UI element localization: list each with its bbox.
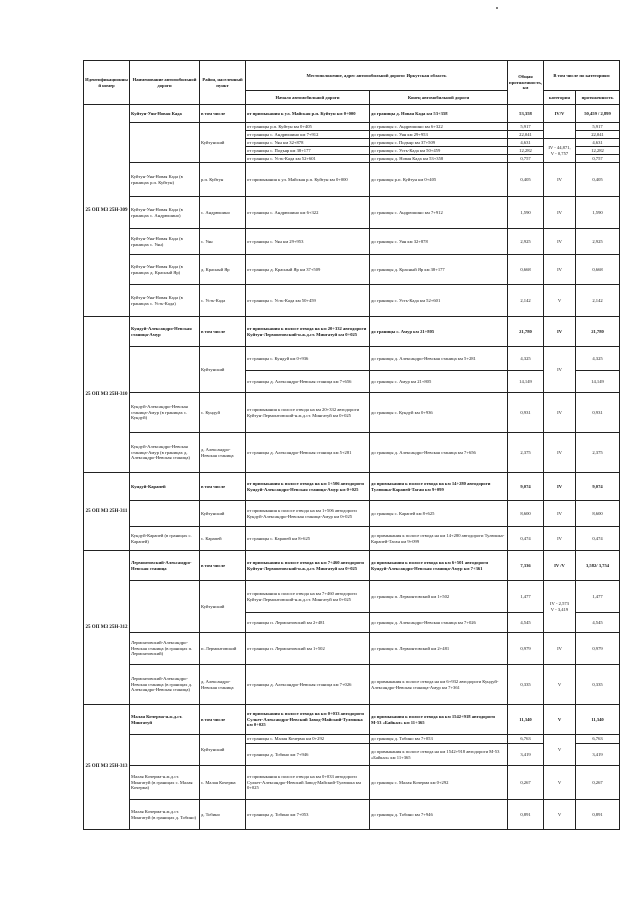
district-cell: с. Уян <box>200 229 246 255</box>
table-row <box>84 665 620 705</box>
category-length-cell: 4,545 <box>576 613 620 633</box>
district-cell: Куйтунский <box>200 501 246 527</box>
district-cell: п. Лермонтовский <box>200 633 246 665</box>
start-cell: от примыкания к ул. Майская р.п. Куйтун км 0+000 <box>246 163 370 197</box>
category-length-cell: 1,477 <box>576 581 620 613</box>
start-cell: от границы с. Уян км 29+953 <box>246 229 370 255</box>
start-cell: от примыкания к полосе отвода на км 0+033 автодороги Сулкет-Александро-Невский Завод-Майский-Тулюшка км 0+025 <box>246 705 370 735</box>
end-cell: до границы п. Лермонтовский км 2+481 <box>370 633 508 665</box>
end-cell: до границы с. Усть-Када км 50+459 <box>370 147 508 155</box>
district-cell: д. Александро-Невская станица <box>200 433 246 473</box>
road-name-cell: Лермонтовский-Александро-Невская станица (в границах п. Лермонтовский) <box>130 633 200 665</box>
category-length-cell: 12,282 <box>576 147 620 155</box>
table-row <box>84 285 620 317</box>
road-name-cell <box>130 123 200 163</box>
road-name-cell: Кундуй-Карапей (в границах с. Карапей) <box>130 527 200 551</box>
road-name-cell: Куйтун-Уян-Новая Када (в границах с. Уян) <box>130 229 200 255</box>
header-in-categories: В том числе по категориям <box>544 61 620 91</box>
district-cell: д. Красный Яр <box>200 255 246 285</box>
category-length-cell: 3,419 <box>576 744 620 766</box>
length-cell: 0,405 <box>508 163 544 197</box>
end-cell: до границы д. Александро-Невская станица км 7+656 <box>370 433 508 473</box>
category-length-cell: 14,149 <box>576 371 620 393</box>
length-cell: 3,419 <box>508 744 544 766</box>
table-row <box>84 581 620 613</box>
end-cell: до границы с. Карапей км 8+625 <box>370 501 508 527</box>
end-cell: до границы д. Тобино км 7+053 <box>370 735 508 744</box>
length-cell: 14,149 <box>508 371 544 393</box>
road-register-table-sheet <box>83 60 619 830</box>
end-cell: до примыкания к полосе отвода на км 6+932 автодороги Кундуй-Александро-Невская станица-Амур км 7+361 <box>370 665 508 705</box>
table-row <box>84 105 620 123</box>
length-cell: 2,375 <box>508 433 544 473</box>
category-length-cell: 0,891 <box>576 800 620 830</box>
category-cell <box>544 139 576 163</box>
category-length-cell: 0,335 <box>576 665 620 705</box>
category-cell: V <box>544 766 576 800</box>
road-name-cell: Куйтун-Уян-Новая Када <box>130 105 200 123</box>
district-cell: с. Карапей <box>200 527 246 551</box>
end-cell: до границы с. Кундуй км 0+936 <box>370 393 508 433</box>
district-cell: в том числе <box>200 551 246 581</box>
table-row <box>84 347 620 371</box>
table-row <box>84 393 620 433</box>
district-cell: в том числе <box>200 317 246 347</box>
category-length-cell: 0,931 <box>576 393 620 433</box>
road-id-cell: 25 ОП МЗ 25Н-313 <box>84 705 130 830</box>
length-cell: 0,979 <box>508 633 544 665</box>
header-location: Местоположение, адрес автомобильной дороги: Иркутская область <box>246 61 508 91</box>
length-cell: 53,358 <box>508 105 544 123</box>
road-id-cell: 25 ОП МЗ 25Н-309 <box>84 105 130 317</box>
length-cell: 0,668 <box>508 255 544 285</box>
header-end: Конец автомобильной дороги <box>370 91 508 105</box>
category-length-cell: 8,600 <box>576 501 620 527</box>
end-cell: до границы с. Малая Кочерма км 0+292 <box>370 766 508 800</box>
start-cell: от границы д. Александро-Невская станица км 7+026 <box>246 665 370 705</box>
road-register-table <box>83 60 620 830</box>
end-cell: до примыкания к полосе отвода на км 1542+918 автодороги М-53 «Байкал» км 11+365 <box>370 744 508 766</box>
start-cell: от границы п. Лермонтовский км 2+481 <box>246 613 370 633</box>
road-name-cell: Малая Кочерма-н.ж.д.ст. Мингатуй <box>130 705 200 735</box>
table-row <box>84 197 620 229</box>
length-cell: 0,891 <box>508 800 544 830</box>
category-v-text: V - 3,419 <box>550 606 569 612</box>
category-length-cell: 0,979 <box>576 633 620 665</box>
category-cell: IV <box>544 527 576 551</box>
road-name-cell: Куйтун-Уян-Новая Када (в границах д. Красный Яр) <box>130 255 200 285</box>
category-length-cell: 4,631 <box>576 139 620 147</box>
header-category: категория <box>544 91 576 105</box>
start-cell: от примыкания к ул. Майская р.п. Куйтун км 0+000 <box>246 105 370 123</box>
length-cell: 2,142 <box>508 285 544 317</box>
start-cell: от границы с. Андрюшино км 6+322 <box>246 197 370 229</box>
road-id-cell: 25 ОП МЗ 25Н-312 <box>84 551 130 705</box>
district-cell: Куйтунский <box>200 581 246 633</box>
road-name-cell: Кундуй-Александро-Невская станица-Амур (в границах д. Александро-Невская станица) <box>130 433 200 473</box>
road-name-cell: Лермонтовский-Александро-Невская станица <box>130 551 200 581</box>
district-cell: Куйтунский <box>200 347 246 393</box>
table-body <box>84 105 620 830</box>
start-cell: от примыкания к полосе отвода на км 20+332 автодороги Куйтун-Лермонтовский-н.ж.д.ст. Мингатуй км 0+025 <box>246 393 370 433</box>
category-length-cell: 5,917 <box>576 123 620 131</box>
road-id-cell: 25 ОП МЗ 25Н-310 <box>84 317 130 473</box>
table-row <box>84 527 620 551</box>
category-cell: IV <box>544 433 576 473</box>
category-cell: IV <box>544 255 576 285</box>
category-cell <box>544 581 576 633</box>
category-cell: V <box>544 705 576 735</box>
category-length-cell: 0,267 <box>576 766 620 800</box>
district-cell: д. Тобино <box>200 800 246 830</box>
category-cell: IV <box>544 393 576 433</box>
district-cell: с. Усть-Када <box>200 285 246 317</box>
category-length-cell: 11,340 <box>576 705 620 735</box>
table-row <box>84 551 620 581</box>
category-iv-text: IV - 2,573 <box>550 601 569 607</box>
table-row <box>84 633 620 665</box>
table-row <box>84 317 620 347</box>
table-row <box>84 255 620 285</box>
district-cell: с. Андрюшино <box>200 197 246 229</box>
category-cell <box>544 123 576 139</box>
length-cell: 4,325 <box>508 347 544 371</box>
end-cell: до границы с. Уян км 32+878 <box>370 229 508 255</box>
length-cell: 1,590 <box>508 197 544 229</box>
end-cell: до границы с. Амур км 21+805 <box>370 371 508 393</box>
start-cell: от границы д. Александро-Невская станица км 5+281 <box>246 433 370 473</box>
road-name-cell: Куйтун-Уян-Новая Када (в границах р.п. Куйтун) <box>130 163 200 197</box>
road-name-cell <box>130 347 200 393</box>
district-cell: Куйтунский <box>200 735 246 766</box>
category-cell: IV <box>544 473 576 501</box>
end-cell: до границы с. Амур км 21+805 <box>370 317 508 347</box>
category-length-cell: 0,668 <box>576 255 620 285</box>
category-length-cell: 0,474 <box>576 527 620 551</box>
road-name-cell: Куйтун-Уян-Новая Када (в границах с. Усть-Када) <box>130 285 200 317</box>
length-cell: 0,931 <box>508 393 544 433</box>
end-cell: до границы с. Усть-Када км 52+601 <box>370 285 508 317</box>
start-cell: от границы с. Малая Кочерма км 0+292 <box>246 735 370 744</box>
start-cell: от примыкания к полосе отвода на км 0+033 автодороги Сулкет-Александро-Невский Завод-Майский-Тулюшка км 0+025 <box>246 766 370 800</box>
road-name-cell: Куйтун-Уян-Новая Када (в границах с. Андрюшино) <box>130 197 200 229</box>
district-cell: д. Александро-Невская станица <box>200 665 246 705</box>
length-cell: 2,925 <box>508 229 544 255</box>
category-cell: IV <box>544 501 576 527</box>
road-name-cell <box>130 735 200 766</box>
length-cell: 0,335 <box>508 665 544 705</box>
road-name-cell: Малая Кочерма-н.ж.д.ст. Мингатуй (в границах д. Тобино) <box>130 800 200 830</box>
category-cell: IV <box>544 347 576 393</box>
header-length: Общая протяженность, км <box>508 61 544 105</box>
start-cell: от границы с. Кундуй км 0+936 <box>246 347 370 371</box>
end-cell: до примыкания к полосе отвода на км 14+280 автодороги Тулюшка-Карапей-Таган км 9+099 <box>370 527 508 551</box>
start-cell: от границы р.п. Куйтун км 0+405 <box>246 123 370 131</box>
category-v-text: V - 0,757 <box>550 150 569 156</box>
district-cell: Куйтунский <box>200 123 246 163</box>
category-length-cell: 9,074 <box>576 473 620 501</box>
table-row <box>84 705 620 735</box>
end-cell: до границы д. Новая Када км 53+358 <box>370 155 508 163</box>
length-cell: 12,282 <box>508 147 544 155</box>
end-cell: до границы р.п. Куйтун км 0+405 <box>370 163 508 197</box>
end-cell: до границы д. Красный Яр км 38+177 <box>370 255 508 285</box>
category-length-cell: 0,405 <box>576 163 620 197</box>
length-cell: 0,474 <box>508 527 544 551</box>
road-name-cell: Лермонтовский-Александро-Невская станица (в границах д. Александро-Невская станица) <box>130 665 200 705</box>
start-cell: от примыкания к полосе отвода на км 1+506 автодороги Кундуй-Александро-Невская станица-Амур км 0+025 <box>246 501 370 527</box>
table-row <box>84 433 620 473</box>
category-length-cell: 3,582/ 3,754 <box>576 551 620 581</box>
district-cell: в том числе <box>200 105 246 123</box>
category-length-cell: 2,925 <box>576 229 620 255</box>
end-cell: до примыкания к полосе отвода на км 6+501 автодороги Кундуй-Александро-Невская станица-Амур км 7+361 <box>370 551 508 581</box>
end-cell: до границы д. Тобино км 7+946 <box>370 800 508 830</box>
header-category-length: протяженность <box>576 91 620 105</box>
district-cell: р.п. Куйтун <box>200 163 246 197</box>
end-cell: до границы с. Уян км 29+953 <box>370 131 508 139</box>
start-cell: от примыкания к полосе отвода на км 20+332 автодороги Куйтун-Лермонтовский-н.ж.д.ст. Мингатуй км 0+025 <box>246 317 370 347</box>
category-cell: IV <box>544 317 576 347</box>
length-cell: 9,074 <box>508 473 544 501</box>
category-length-cell: 2,142 <box>576 285 620 317</box>
scan-speck <box>496 7 498 9</box>
category-cell: IV <box>544 163 576 197</box>
table-row <box>84 501 620 527</box>
district-cell: в том числе <box>200 705 246 735</box>
district-cell: в том числе <box>200 473 246 501</box>
length-cell: 22,041 <box>508 131 544 139</box>
end-cell: до границы с. Андрюшино км 7+912 <box>370 197 508 229</box>
start-cell: от границы с. Андрюшино км 7+912 <box>246 131 370 139</box>
table-row <box>84 229 620 255</box>
district-cell: с. Кундуй <box>200 393 246 433</box>
start-cell: от границы с. Усть-Када км 52+601 <box>246 155 370 163</box>
end-cell: до границы с. Андрюшино км 6+322 <box>370 123 508 131</box>
start-cell: от границы п. Лермонтовский км 1+502 <box>246 633 370 665</box>
length-cell: 8,600 <box>508 501 544 527</box>
end-cell: до примыкания к полосе отвода на км 1542+918 автодороги М-53 «Байкал» км 11+365 <box>370 705 508 735</box>
table-row <box>84 473 620 501</box>
road-name-cell: Кундуй-Александро-Невская станица-Амур (в границах с. Кундуй) <box>130 393 200 433</box>
header-id: Идентификационный номер <box>84 61 130 105</box>
length-cell: 0,757 <box>508 155 544 163</box>
category-length-cell: 4,325 <box>576 347 620 371</box>
category-cell: IV <box>544 197 576 229</box>
category-length-cell: 21,780 <box>576 317 620 347</box>
end-cell: до границы с. Подъяр км 37+509 <box>370 139 508 147</box>
road-name-cell <box>130 501 200 527</box>
start-cell: от границы д. Красный Яр км 37+509 <box>246 255 370 285</box>
length-cell: 4,631 <box>508 139 544 147</box>
category-cell: IV <box>544 229 576 255</box>
length-cell: 0,267 <box>508 766 544 800</box>
length-cell: 4,545 <box>508 613 544 633</box>
district-cell: с. Малая Кочерма <box>200 766 246 800</box>
start-cell: от границы с. Подъяр км 38+177 <box>246 147 370 155</box>
category-length-cell: 50,459 / 2,899 <box>576 105 620 123</box>
road-id-cell: 25 ОП МЗ 25Н-311 <box>84 473 130 551</box>
category-cell: IV/V <box>544 105 576 123</box>
header-district: Район, населенный пункт <box>200 61 246 105</box>
road-name-cell: Кундуй-Александро-Невская станица-Амур <box>130 317 200 347</box>
end-cell: до границы п. Лермонтовский км 1+502 <box>370 581 508 613</box>
category-length-cell: 1,590 <box>576 197 620 229</box>
category-length-cell: 2,375 <box>576 433 620 473</box>
category-cell: IV /V <box>544 551 576 581</box>
length-cell: 6,763 <box>508 735 544 744</box>
category-cell: V <box>544 285 576 317</box>
start-cell: от границы с. Карапей км 8+625 <box>246 527 370 551</box>
category-length-cell: 6,763 <box>576 735 620 744</box>
table-row <box>84 735 620 744</box>
end-cell: до примыкания к полосе отвода на км 14+280 автодороги Тулюшка-Карапей-Таган км 9+099 <box>370 473 508 501</box>
start-cell: от границы д. Тобино км 7+053 <box>246 800 370 830</box>
road-name-cell: Кундуй-Карапей <box>130 473 200 501</box>
category-cell: V <box>544 735 576 766</box>
start-cell: от примыкания к полосе отвода на км 1+506 автодороги Кундуй-Александро-Невская станица-Амур км 0+025 <box>246 473 370 501</box>
start-cell: от границы с. Усть-Када км 50+459 <box>246 285 370 317</box>
length-cell: 7,336 <box>508 551 544 581</box>
end-cell: до границы д. Новая Када км 53+358 <box>370 105 508 123</box>
category-cell: IV <box>544 633 576 665</box>
category-cell: V <box>544 800 576 830</box>
end-cell: до границы д. Александро-Невская станица км 5+281 <box>370 347 508 371</box>
table-row <box>84 800 620 830</box>
start-cell: от границы с. Уян км 32+878 <box>246 139 370 147</box>
table-row <box>84 163 620 197</box>
start-cell: от границы д. Тобино км 7+946 <box>246 744 370 766</box>
length-cell: 5,917 <box>508 123 544 131</box>
category-length-cell: 22,041 <box>576 131 620 139</box>
table-row <box>84 123 620 131</box>
length-cell: 1,477 <box>508 581 544 613</box>
category-cell: V <box>544 665 576 705</box>
start-cell: от границы д. Александро-Невская станица км 7+656 <box>246 371 370 393</box>
header-start: Начало автомобильной дороги <box>246 91 370 105</box>
category-iv-text: IV - 44,871, <box>548 145 571 151</box>
start-cell: от примыкания к полосе отвода на км 7+460 автодороги Куйтун-Лермонтовский-н.ж.д.ст. Мингатуй км 0+025 <box>246 551 370 581</box>
table-row <box>84 766 620 800</box>
category-length-cell: 0,757 <box>576 155 620 163</box>
header-name: Наименование автомобильной дороги <box>130 61 200 105</box>
road-name-cell <box>130 581 200 633</box>
length-cell: 21,780 <box>508 317 544 347</box>
end-cell: до границы д. Александро-Невская станица км 7+026 <box>370 613 508 633</box>
start-cell: от примыкания к полосе отвода на км 7+460 автодороги Куйтун-Лермонтовский-н.ж.д.ст. Мингатуй км 0+025 <box>246 581 370 613</box>
road-name-cell: Малая Кочерма-н.ж.д.ст. Мингатуй (в границах с. Малая Кочерма) <box>130 766 200 800</box>
length-cell: 11,340 <box>508 705 544 735</box>
